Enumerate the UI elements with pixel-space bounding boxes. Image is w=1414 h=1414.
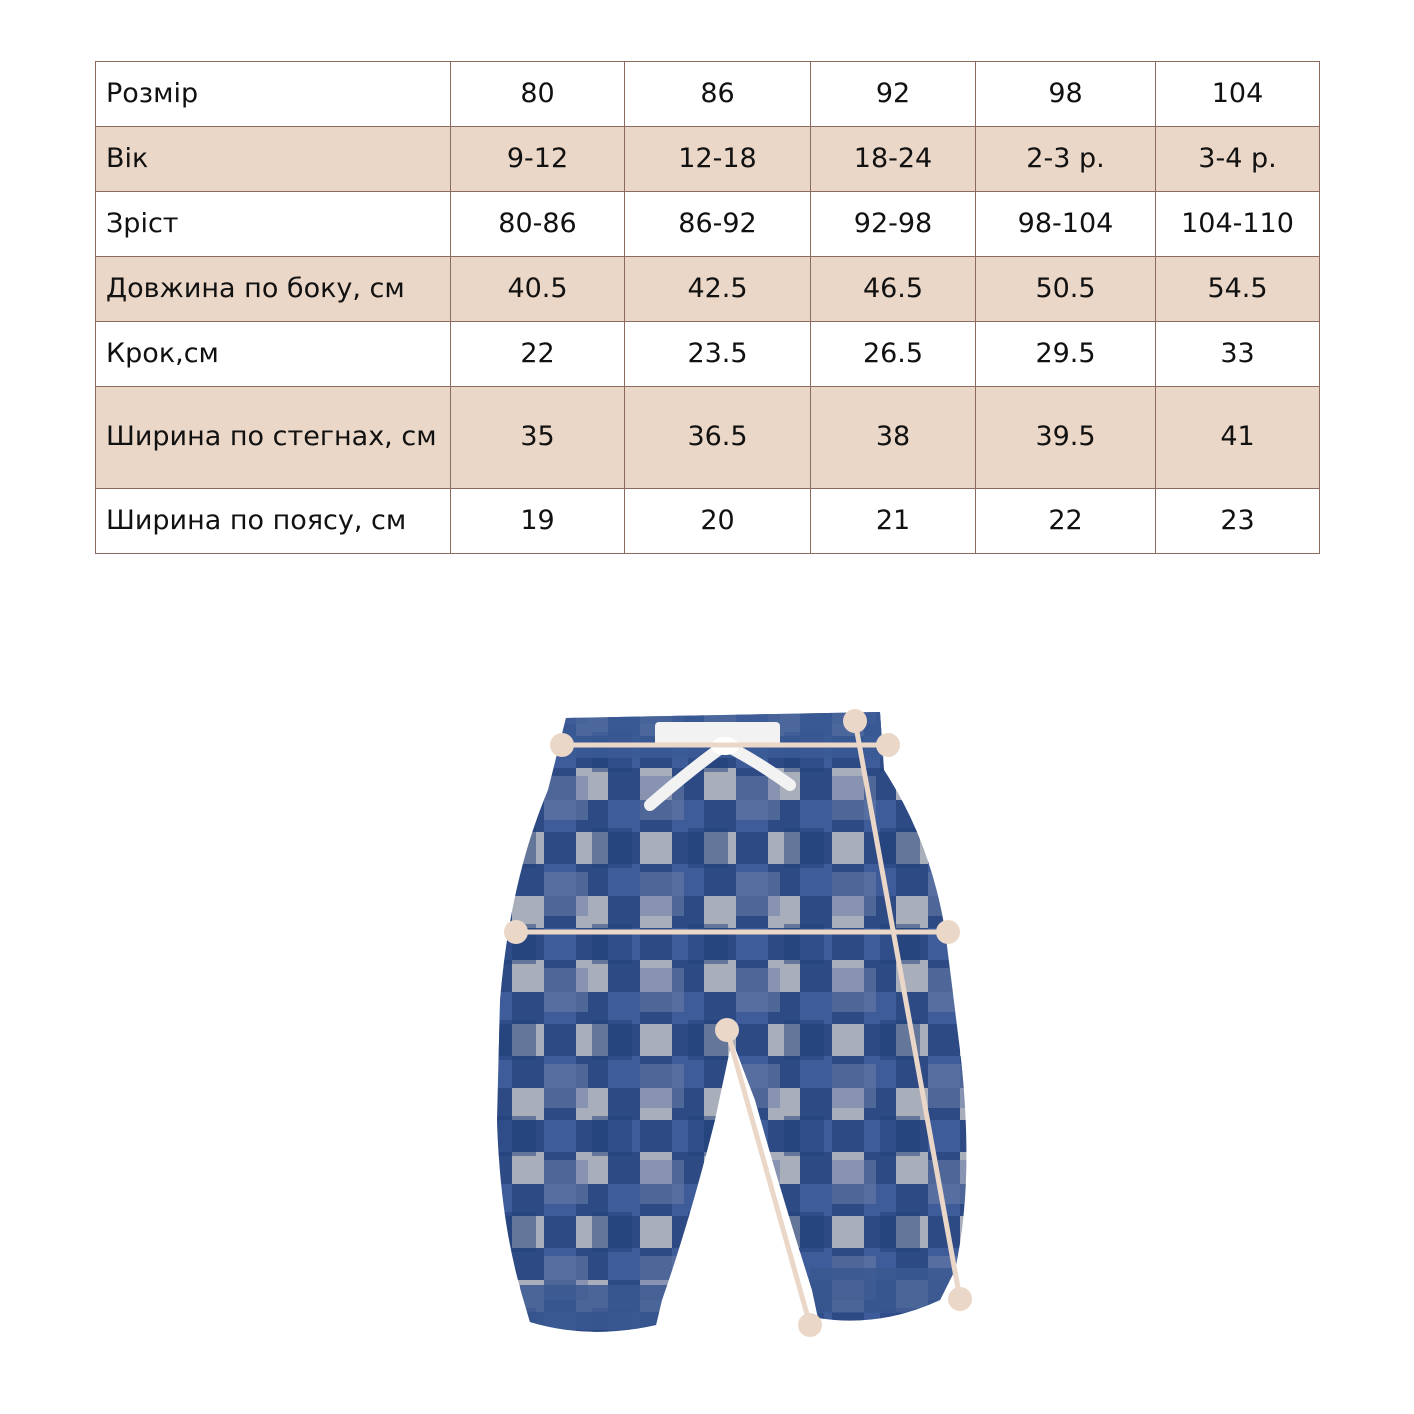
cell-value: 40.5 [451, 257, 625, 322]
cell-value: 22 [451, 322, 625, 387]
row-label: Розмір [96, 62, 451, 127]
row-label: Довжина по боку, см [96, 257, 451, 322]
cell-value: 86 [625, 62, 811, 127]
cell-value: 26.5 [811, 322, 976, 387]
cell-value: 42.5 [625, 257, 811, 322]
cell-value: 39.5 [976, 387, 1156, 489]
cell-value: 98-104 [976, 192, 1156, 257]
row-label: Ширина по поясу, см [96, 489, 451, 554]
right-cuff [810, 1268, 960, 1313]
waist-left-dot-icon [550, 733, 574, 757]
cell-value: 3-4 р. [1156, 127, 1320, 192]
row-label: Вік [96, 127, 451, 192]
cell-value: 23.5 [625, 322, 811, 387]
cell-value: 9-12 [451, 127, 625, 192]
hip-left-dot-icon [504, 920, 528, 944]
cell-value: 20 [625, 489, 811, 554]
cell-value: 98 [976, 62, 1156, 127]
inseam-bottom-dot-icon [798, 1313, 822, 1337]
row-label: Крок,см [96, 322, 451, 387]
cell-value: 104-110 [1156, 192, 1320, 257]
cell-value: 19 [451, 489, 625, 554]
cell-value: 23 [1156, 489, 1320, 554]
cell-value: 86-92 [625, 192, 811, 257]
cell-value: 54.5 [1156, 257, 1320, 322]
side-bottom-dot-icon [948, 1287, 972, 1311]
cell-value: 41 [1156, 387, 1320, 489]
cell-value: 18-24 [811, 127, 976, 192]
waist-right-dot-icon [876, 733, 900, 757]
cell-value: 21 [811, 489, 976, 554]
cell-value: 22 [976, 489, 1156, 554]
cell-value: 36.5 [625, 387, 811, 489]
cell-value: 33 [1156, 322, 1320, 387]
inseam-top-dot-icon [715, 1018, 739, 1042]
cell-value: 104 [1156, 62, 1320, 127]
cell-value: 38 [811, 387, 976, 489]
cell-value: 80-86 [451, 192, 625, 257]
cell-value: 2-3 р. [976, 127, 1156, 192]
cell-value: 80 [451, 62, 625, 127]
left-cuff [520, 1285, 670, 1330]
cell-value: 29.5 [976, 322, 1156, 387]
cell-value: 46.5 [811, 257, 976, 322]
cell-value: 35 [451, 387, 625, 489]
row-label: Зріст [96, 192, 451, 257]
cell-value: 92-98 [811, 192, 976, 257]
row-label: Ширина по стегнах, см [96, 387, 451, 489]
cell-value: 92 [811, 62, 976, 127]
side-top-dot-icon [843, 709, 867, 733]
hip-right-dot-icon [936, 920, 960, 944]
cell-value: 50.5 [976, 257, 1156, 322]
cell-value: 12-18 [625, 127, 811, 192]
